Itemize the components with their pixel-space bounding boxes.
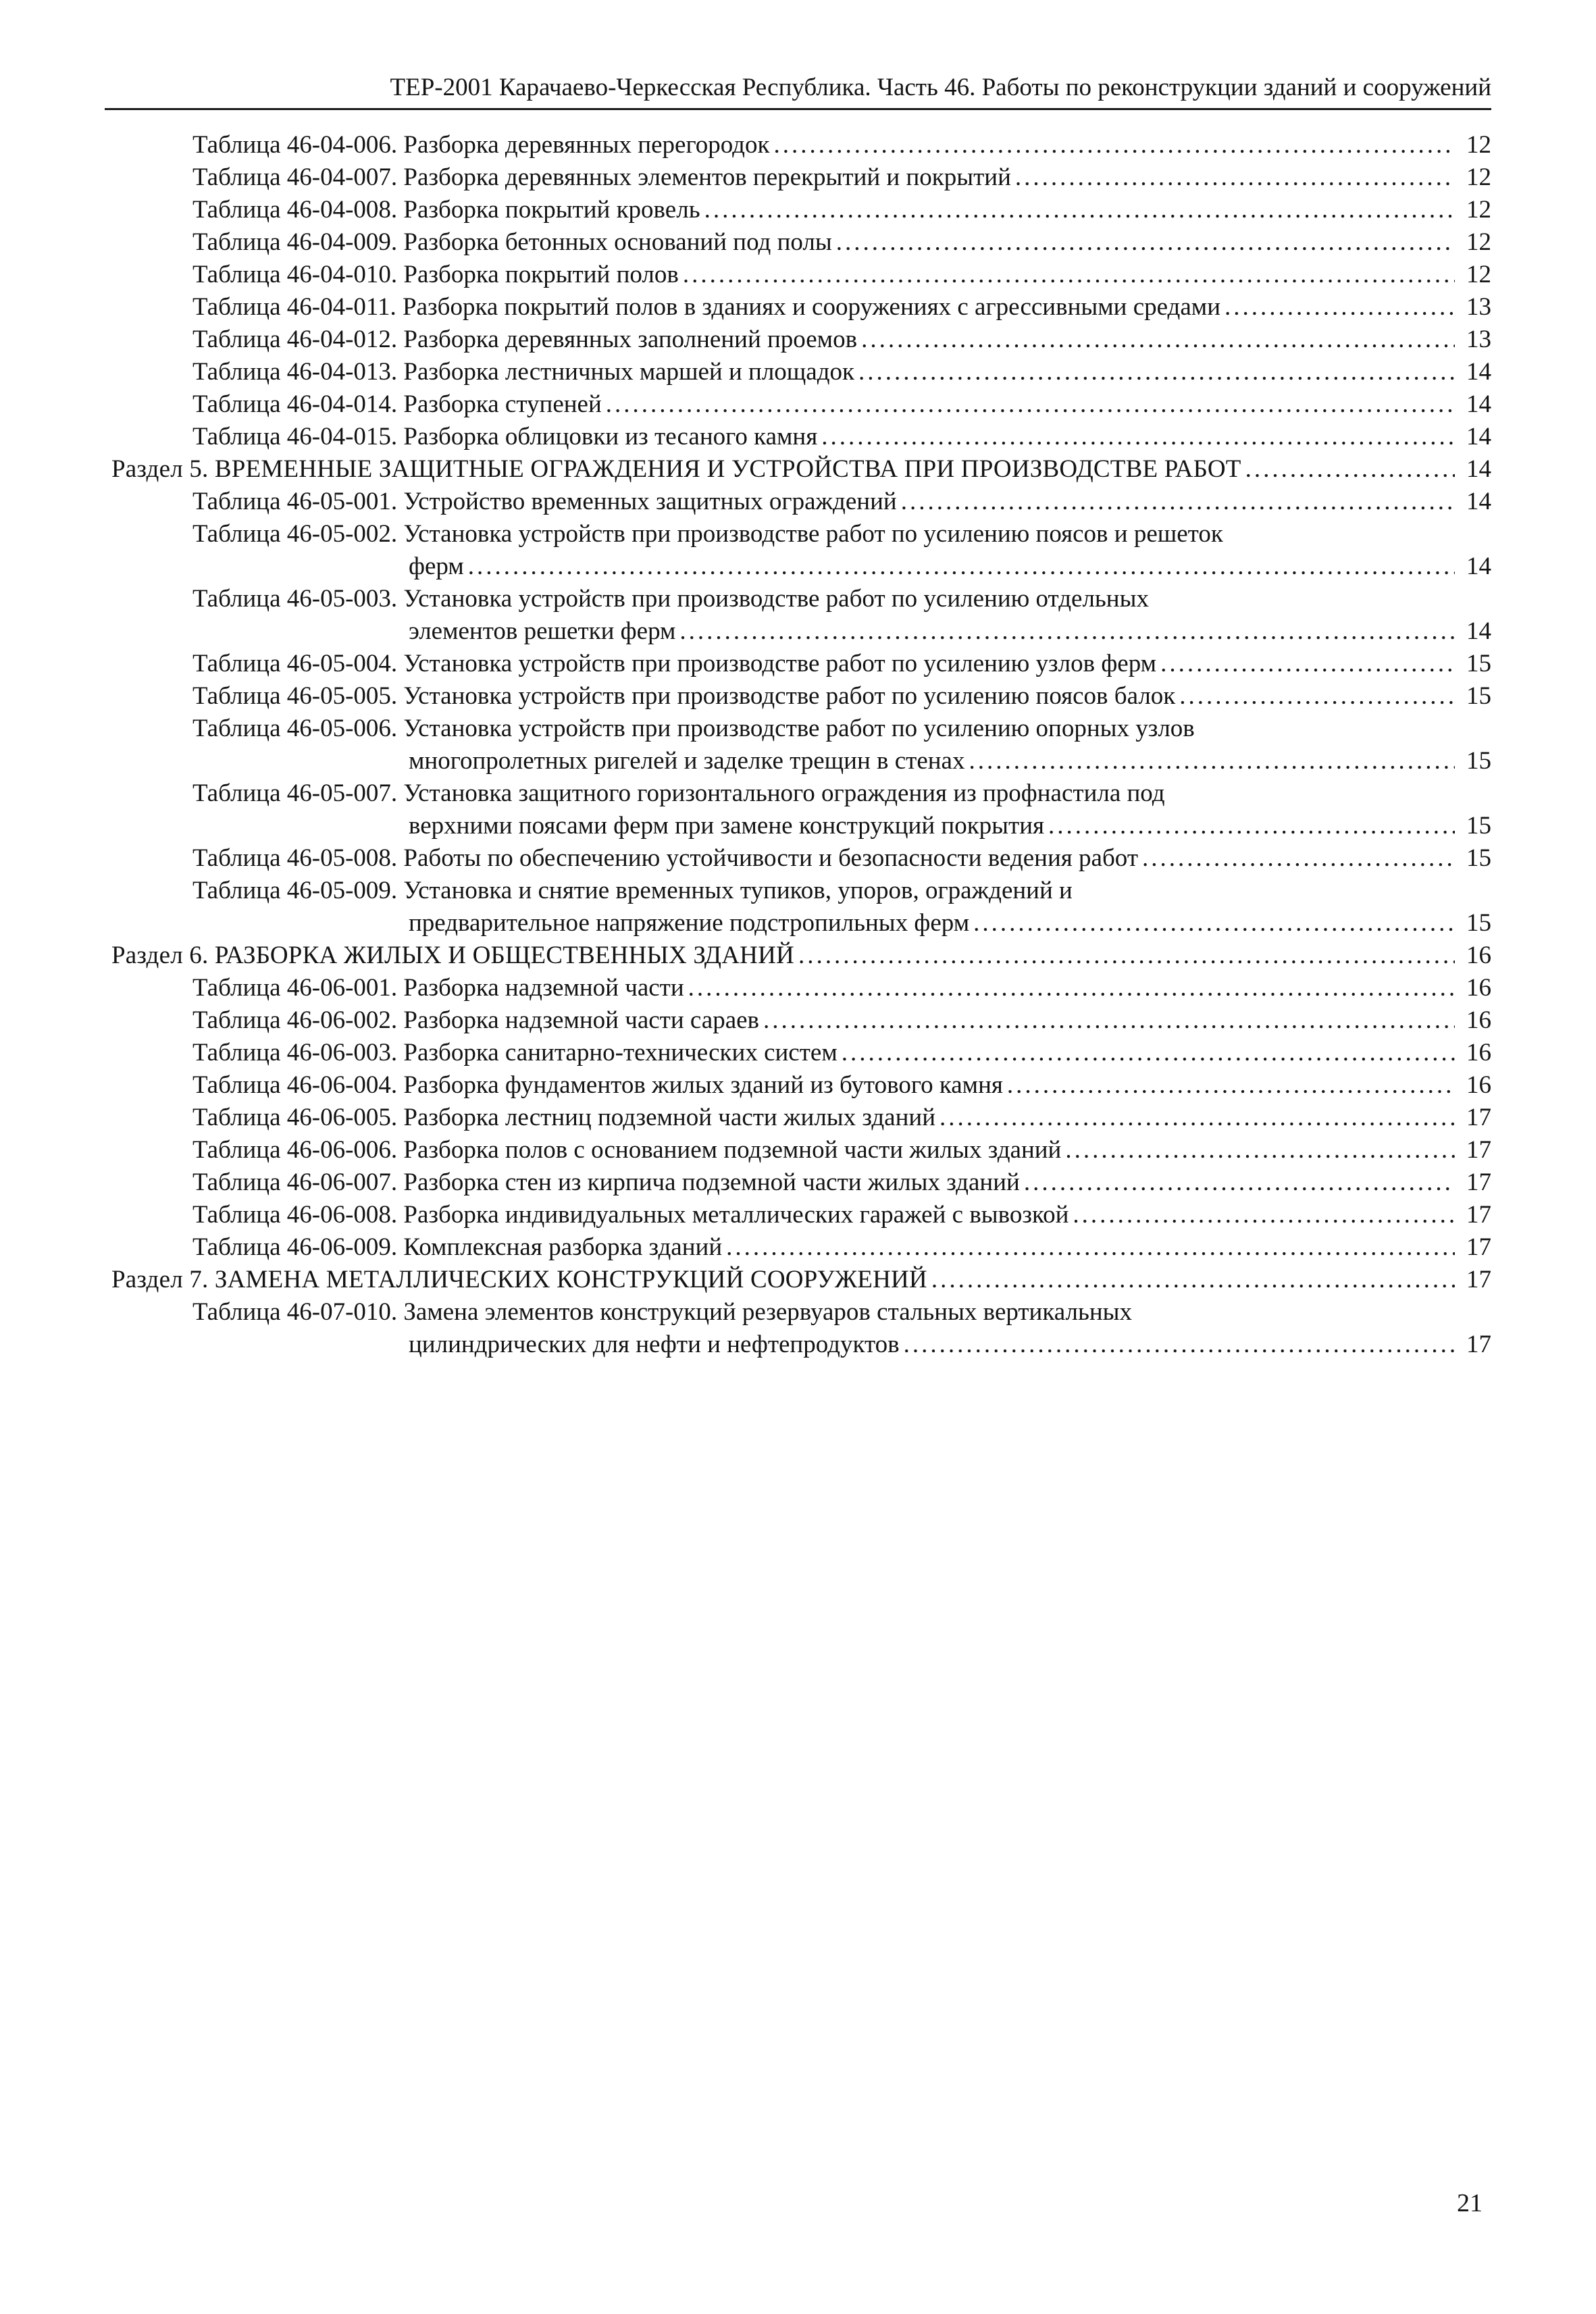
toc-entry-title: Таблица 46-06-008. Разборка индивидуальных металлических гаражей с вывозкой	[192, 1201, 1069, 1229]
dot-leader	[1225, 291, 1455, 324]
toc-entry-line	[192, 259, 1491, 291]
toc-table-entry[interactable]	[111, 388, 1491, 421]
toc-entry-title: предварительное напряжение подстропильных ферм	[409, 909, 970, 937]
toc-entry-title: Таблица 46-04-007. Разборка деревянных элементов перекрытий и покрытий	[192, 163, 1011, 191]
toc-entry-line	[111, 453, 1491, 486]
toc-page-number: 14	[1466, 552, 1491, 580]
dot-leader	[688, 972, 1455, 1004]
toc-entry-line	[192, 972, 1491, 1004]
toc-entry-line	[192, 129, 1491, 161]
toc-entry-line	[192, 713, 1491, 745]
toc-entry-line	[192, 648, 1491, 680]
toc-table-entry[interactable]	[111, 324, 1491, 356]
toc-page-number: 14	[1466, 423, 1491, 451]
toc-page-number: 15	[1466, 650, 1491, 677]
dot-leader	[1179, 680, 1455, 713]
toc-page-number: 14	[1466, 358, 1491, 386]
toc-entry-line	[111, 940, 1491, 972]
toc-entry-title: Таблица 46-05-001. Устройство временных защитных ограждений	[192, 488, 897, 515]
toc-page-number: 17	[1466, 1266, 1491, 1293]
toc-entry-title: Таблица 46-04-013. Разборка лестничных маршей и площадок	[192, 358, 855, 386]
toc-entry-title: элементов решетки ферм	[409, 617, 676, 645]
toc-table-entry[interactable]	[111, 421, 1491, 453]
toc-table-entry[interactable]	[111, 648, 1491, 680]
dot-leader	[468, 550, 1455, 583]
toc-entry-line	[192, 1231, 1491, 1264]
toc-entry-title: ферм	[409, 552, 464, 580]
toc-page-number: 17	[1466, 1233, 1491, 1261]
dot-leader	[1142, 842, 1455, 875]
toc-page-number: 16	[1466, 974, 1491, 1002]
toc-entry-line	[192, 842, 1491, 875]
toc-entry-line	[192, 1296, 1491, 1329]
toc-entry-line	[192, 550, 1491, 583]
toc-page-number: 17	[1466, 1104, 1491, 1131]
toc-entry-line	[192, 583, 1491, 615]
toc-entry-title: Таблица 46-04-009. Разборка бетонных оснований под полы	[192, 228, 832, 256]
toc-table-entry[interactable]	[111, 1166, 1491, 1199]
toc-table-entry[interactable]	[111, 875, 1491, 940]
toc-table-entry[interactable]	[111, 1296, 1491, 1361]
dot-leader	[1073, 1199, 1455, 1231]
dot-leader	[726, 1231, 1455, 1264]
toc-table-entry[interactable]	[111, 1231, 1491, 1264]
toc-entry-title: Таблица 46-04-006. Разборка деревянных перегородок	[192, 131, 770, 159]
toc-entry-line	[192, 1199, 1491, 1231]
toc-entry-title: Таблица 46-05-008. Работы по обеспечению устойчивости и безопасности ведения работ	[192, 844, 1138, 872]
toc-entry-line	[192, 356, 1491, 388]
toc-page-number: 17	[1466, 1201, 1491, 1229]
toc-entry-line	[192, 291, 1491, 324]
dot-leader	[861, 324, 1455, 356]
table-of-contents	[111, 129, 1491, 1361]
toc-entry-line	[192, 388, 1491, 421]
toc-entry-line	[192, 1004, 1491, 1037]
dot-leader	[1048, 810, 1455, 842]
toc-entry-line	[192, 1102, 1491, 1134]
toc-entry-title: Раздел 7. ЗАМЕНА МЕТАЛЛИЧЕСКИХ КОНСТРУКЦИЙ СООРУЖЕНИЙ	[111, 1266, 927, 1293]
toc-entry-line	[192, 421, 1491, 453]
toc-page-number: 15	[1466, 682, 1491, 710]
toc-entry-title: Таблица 46-05-007. Установка защитного горизонтального ограждения из профнастила под	[192, 779, 1165, 807]
toc-entry-title: Таблица 46-04-015. Разборка облицовки из тесаного камня	[192, 423, 818, 451]
toc-entry-title: цилиндрических для нефти и нефтепродуктов	[409, 1331, 900, 1358]
dot-leader	[763, 1004, 1455, 1037]
toc-entry-title: Таблица 46-06-007. Разборка стен из кирпича подземной части жилых зданий	[192, 1168, 1020, 1196]
dot-leader	[904, 1329, 1455, 1361]
toc-table-entry[interactable]	[111, 129, 1491, 161]
toc-entry-line	[192, 161, 1491, 194]
toc-entry-line	[111, 1264, 1491, 1296]
toc-table-entry[interactable]	[111, 1037, 1491, 1069]
dot-leader	[683, 259, 1455, 291]
toc-page-number: 12	[1466, 228, 1491, 256]
toc-table-entry[interactable]	[111, 161, 1491, 194]
toc-entry-line	[192, 1329, 1491, 1361]
dot-leader	[679, 615, 1455, 648]
page-number: 21	[1457, 2189, 1483, 2217]
dot-leader	[773, 129, 1455, 161]
toc-entry-line	[192, 194, 1491, 226]
toc-table-entry[interactable]	[111, 486, 1491, 518]
toc-table-entry[interactable]	[111, 713, 1491, 777]
dot-leader	[939, 1102, 1455, 1134]
toc-entry-line	[192, 810, 1491, 842]
toc-entry-title: Таблица 46-07-010. Замена элементов конструкций резервуаров стальных вертикальных	[192, 1298, 1133, 1326]
dot-leader	[836, 226, 1455, 259]
toc-page-number: 17	[1466, 1331, 1491, 1358]
toc-page-number: 15	[1466, 909, 1491, 937]
toc-entry-line	[192, 777, 1491, 810]
toc-table-entry[interactable]	[111, 583, 1491, 648]
toc-page-number: 12	[1466, 261, 1491, 288]
toc-entry-title: Таблица 46-06-001. Разборка надземной части	[192, 974, 684, 1002]
toc-entry-title: Таблица 46-06-009. Комплексная разборка зданий	[192, 1233, 723, 1261]
toc-page-number: 15	[1466, 747, 1491, 775]
toc-page-number: 14	[1466, 455, 1491, 483]
toc-page-number: 16	[1466, 1006, 1491, 1034]
toc-entry-title: Таблица 46-05-005. Установка устройств при производстве работ по усилению поясов балок	[192, 682, 1176, 710]
toc-entry-title: Таблица 46-04-010. Разборка покрытий полов	[192, 261, 679, 288]
toc-page-number: 12	[1466, 196, 1491, 224]
dot-leader	[901, 486, 1455, 518]
toc-entry-title: Таблица 46-05-003. Установка устройств при производстве работ по усилению отдельных	[192, 585, 1149, 613]
toc-entry-line	[192, 324, 1491, 356]
toc-page-number: 14	[1466, 617, 1491, 645]
toc-page-number: 16	[1466, 942, 1491, 969]
toc-page-number: 13	[1466, 293, 1491, 321]
toc-entry-title: Таблица 46-04-012. Разборка деревянных заполнений проемов	[192, 326, 858, 353]
toc-page-number: 14	[1466, 488, 1491, 515]
toc-entry-title: Раздел 5. ВРЕМЕННЫЕ ЗАЩИТНЫЕ ОГРАЖДЕНИЯ И УСТРОЙСТВА ПРИ ПРОИЗВОДСТВЕ РАБОТ	[111, 455, 1241, 483]
toc-table-entry[interactable]	[111, 680, 1491, 713]
dot-leader	[1160, 648, 1455, 680]
toc-entry-title: Таблица 46-05-009. Установка и снятие временных тупиков, упоров, ограждений и	[192, 877, 1073, 904]
toc-entry-line	[192, 875, 1491, 907]
dot-leader	[798, 940, 1455, 972]
toc-table-entry[interactable]	[111, 226, 1491, 259]
dot-leader	[1065, 1134, 1455, 1166]
toc-entry-line	[192, 907, 1491, 940]
toc-entry-title: Таблица 46-06-005. Разборка лестниц подземной части жилых зданий	[192, 1104, 935, 1131]
toc-table-entry[interactable]	[111, 1102, 1491, 1134]
dot-leader	[1024, 1166, 1455, 1199]
dot-leader	[821, 421, 1455, 453]
toc-entry-line	[192, 680, 1491, 713]
toc-page-number: 17	[1466, 1168, 1491, 1196]
toc-entry-title: верхними поясами ферм при замене конструкций покрытия	[409, 812, 1045, 840]
toc-table-entry[interactable]	[111, 194, 1491, 226]
toc-entry-line	[192, 1037, 1491, 1069]
dot-leader	[1015, 161, 1455, 194]
toc-page-number: 12	[1466, 163, 1491, 191]
toc-entry-line	[192, 486, 1491, 518]
toc-section-entry[interactable]	[111, 940, 1491, 972]
toc-page-number: 14	[1466, 390, 1491, 418]
toc-entry-line	[192, 745, 1491, 777]
running-header-title: ТЕР-2001 Карачаево-Черкесская Республика. Часть 46. Работы по реконструкции зданий и сооружений	[390, 74, 1491, 101]
toc-page-number: 16	[1466, 1039, 1491, 1066]
toc-table-entry[interactable]	[111, 1134, 1491, 1166]
dot-leader	[973, 907, 1455, 940]
toc-page-number: 13	[1466, 326, 1491, 353]
running-header	[105, 68, 1491, 110]
toc-entry-title: Таблица 46-06-006. Разборка полов с основанием подземной части жилых зданий	[192, 1136, 1062, 1164]
toc-entry-line	[192, 226, 1491, 259]
toc-page-number: 16	[1466, 1071, 1491, 1099]
toc-entry-title: Таблица 46-05-002. Установка устройств при производстве работ по усилению поясов и решеток	[192, 520, 1223, 548]
toc-page-number: 15	[1466, 812, 1491, 840]
toc-table-entry[interactable]	[111, 1069, 1491, 1102]
dot-leader	[606, 388, 1455, 421]
toc-table-entry[interactable]	[111, 356, 1491, 388]
toc-entry-title: Таблица 46-06-004. Разборка фундаментов жилых зданий из бутового камня	[192, 1071, 1003, 1099]
toc-entry-title: Таблица 46-05-006. Установка устройств при производстве работ по усилению опорных узлов	[192, 715, 1195, 742]
toc-entry-line	[192, 615, 1491, 648]
toc-table-entry[interactable]	[111, 777, 1491, 842]
dot-leader	[858, 356, 1455, 388]
toc-page-number: 12	[1466, 131, 1491, 159]
toc-entry-title: Раздел 6. РАЗБОРКА ЖИЛЫХ И ОБЩЕСТВЕННЫХ ЗДАНИЙ	[111, 942, 794, 969]
toc-entry-line	[192, 1069, 1491, 1102]
toc-section-entry[interactable]	[111, 453, 1491, 486]
toc-table-entry[interactable]	[111, 259, 1491, 291]
toc-table-entry[interactable]	[111, 1199, 1491, 1231]
toc-section-entry[interactable]	[111, 1264, 1491, 1296]
toc-table-entry[interactable]	[111, 1004, 1491, 1037]
toc-table-entry[interactable]	[111, 518, 1491, 583]
dot-leader	[969, 745, 1455, 777]
toc-entry-title: Таблица 46-04-011. Разборка покрытий полов в зданиях и сооружениях с агрессивными средами	[192, 293, 1221, 321]
toc-entry-title: Таблица 46-04-014. Разборка ступеней	[192, 390, 602, 418]
toc-table-entry[interactable]	[111, 842, 1491, 875]
dot-leader	[1245, 453, 1455, 486]
toc-entry-title: Таблица 46-06-002. Разборка надземной части сараев	[192, 1006, 760, 1034]
dot-leader	[842, 1037, 1455, 1069]
toc-entry-title: многопролетных ригелей и заделке трещин в стенах	[409, 747, 965, 775]
toc-page-number: 15	[1466, 844, 1491, 872]
toc-entry-title: Таблица 46-06-003. Разборка санитарно-технических систем	[192, 1039, 838, 1066]
toc-entry-line	[192, 1134, 1491, 1166]
toc-table-entry[interactable]	[111, 972, 1491, 1004]
toc-entry-title: Таблица 46-04-008. Разборка покрытий кровель	[192, 196, 700, 224]
toc-entry-line	[192, 1166, 1491, 1199]
toc-table-entry[interactable]	[111, 291, 1491, 324]
dot-leader	[931, 1264, 1455, 1296]
toc-entry-line	[192, 518, 1491, 550]
toc-page-number: 17	[1466, 1136, 1491, 1164]
dot-leader	[704, 194, 1455, 226]
toc-entry-title: Таблица 46-05-004. Установка устройств при производстве работ по усилению узлов ферм	[192, 650, 1157, 677]
dot-leader	[1007, 1069, 1455, 1102]
